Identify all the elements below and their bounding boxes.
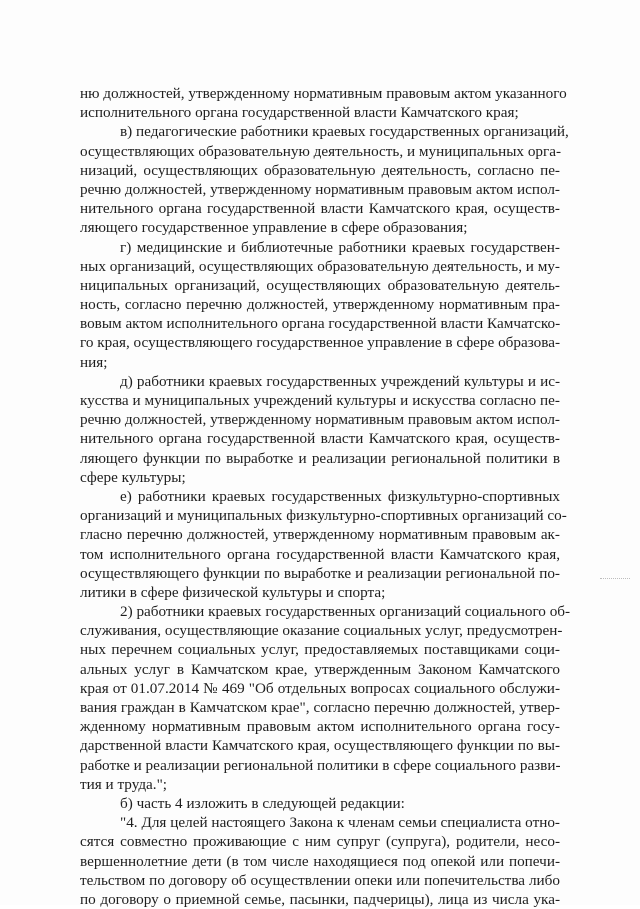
paragraph bbox=[80, 122, 569, 237]
text-line: нительного органа государственной власти Камчатского края, осуществ- bbox=[80, 430, 560, 448]
text-line: тия и труда."; bbox=[80, 775, 168, 793]
text-line: низаций, осуществляющих образовательную деятельность, согласно пе- bbox=[80, 161, 560, 179]
paragraph bbox=[80, 794, 560, 813]
text-line: ню должностей, утвержденному нормативным правовым актом указанного bbox=[80, 85, 567, 102]
paragraph bbox=[80, 487, 567, 602]
text-line: г) медицинские и библиотечные работники краевых государствен- bbox=[120, 238, 560, 256]
text-line: альных услуг в Камчатском крае, утвержденным Законом Камчатского bbox=[80, 660, 560, 678]
text-line: ных перечнем социальных услуг, предоставляемых поставщиками соци- bbox=[80, 641, 560, 659]
text-line: края от 01.07.2014 № 469 "Об отдельных вопросах социального обслужи- bbox=[80, 679, 560, 697]
paragraph bbox=[80, 602, 571, 794]
text-line: тельством по договору об осуществлении опеки или попечительства либо bbox=[80, 871, 560, 889]
text-line: в) педагогические работники краевых государственных организаций, bbox=[120, 123, 569, 141]
text-line: речню должностей, утвержденному нормативным правовым актом испол- bbox=[80, 180, 560, 198]
text-line: по договору о приемной семье, пасынки, падчерицы), лица из числа ука- bbox=[80, 890, 560, 908]
text-line: е) работники краевых государственных физкультурно-спортивных bbox=[120, 487, 560, 505]
text-line: исполнительного органа государственной власти Камчатского края; bbox=[80, 104, 519, 122]
text-line: жденному нормативным правовым актом исполнительного органа госу- bbox=[80, 718, 560, 736]
text-line: организаций и муниципальных физкультурно-спортивных организаций со- bbox=[80, 507, 567, 525]
text-line: ляющего государственное управление в сфере образования; bbox=[80, 219, 468, 237]
text-line: служивания, осуществляющие оказание социальных услуг, предусмотрен- bbox=[80, 622, 563, 640]
text-line: осуществляющего функции по выработке и реализации региональной по- bbox=[80, 564, 560, 582]
text-line: гласно перечню должностей, утвержденному нормативным правовым ак- bbox=[80, 526, 560, 544]
text-line: вовым актом исполнительного органа государственной власти Камчатско- bbox=[80, 315, 561, 333]
text-line: ляющего функции по выработке и реализации региональной политики в bbox=[80, 449, 560, 467]
text-line: дарственной власти Камчатского края, осуществляющего функции по вы- bbox=[80, 737, 560, 755]
text-line: ность, согласно перечню должностей, утвержденному нормативным пра- bbox=[80, 296, 560, 314]
text-line: д) работники краевых государственных учреждений культуры и ис- bbox=[120, 372, 560, 390]
text-line: литики в сфере физической культуры и спорта; bbox=[80, 583, 386, 601]
paragraph bbox=[80, 813, 560, 909]
paragraph bbox=[80, 84, 567, 122]
text-line: го края, осуществляющего государственное управление в сфере образова- bbox=[80, 334, 560, 352]
text-line: сфере культуры; bbox=[80, 468, 186, 486]
text-line: "4. Для целей настоящего Закона к членам семьи специалиста отно- bbox=[120, 814, 560, 832]
paragraph bbox=[80, 372, 560, 487]
document-body bbox=[80, 84, 571, 909]
text-line: нительного органа государственной власти Камчатского края, осуществ- bbox=[80, 200, 560, 218]
text-line: работке и реализации региональной политики в сфере социального разви- bbox=[80, 756, 561, 774]
text-line: ния; bbox=[80, 353, 108, 371]
text-line: осуществляющих образовательную деятельность, и муниципальных орга- bbox=[80, 142, 562, 160]
text-line: вершеннолетние дети (в том числе находящиеся под опекой или попечи- bbox=[80, 852, 560, 870]
scan-artifact bbox=[600, 578, 630, 580]
text-line: речню должностей, утвержденному нормативным правовым актом испол- bbox=[80, 411, 560, 429]
text-line: кусства и муниципальных учреждений культуры и искусства согласно пе- bbox=[80, 392, 560, 409]
text-line: б) часть 4 изложить в следующей редакции: bbox=[120, 794, 405, 812]
text-line: ниципальных организаций, осуществляющих образовательную деятель- bbox=[80, 276, 560, 294]
text-line: том исполнительного органа государственной власти Камчатского края, bbox=[80, 545, 560, 563]
text-line: ных организаций, осуществляющих образовательную деятельность, и му- bbox=[80, 257, 560, 275]
text-line: 2) работники краевых государственных организаций социального об- bbox=[120, 603, 571, 621]
text-line: сятся совместно проживающие с ним супруг (супруга), родители, несо- bbox=[80, 833, 560, 851]
text-line: вания граждан в Камчатском крае", согласно перечню должностей, утвер- bbox=[80, 699, 560, 716]
paragraph bbox=[80, 238, 560, 372]
